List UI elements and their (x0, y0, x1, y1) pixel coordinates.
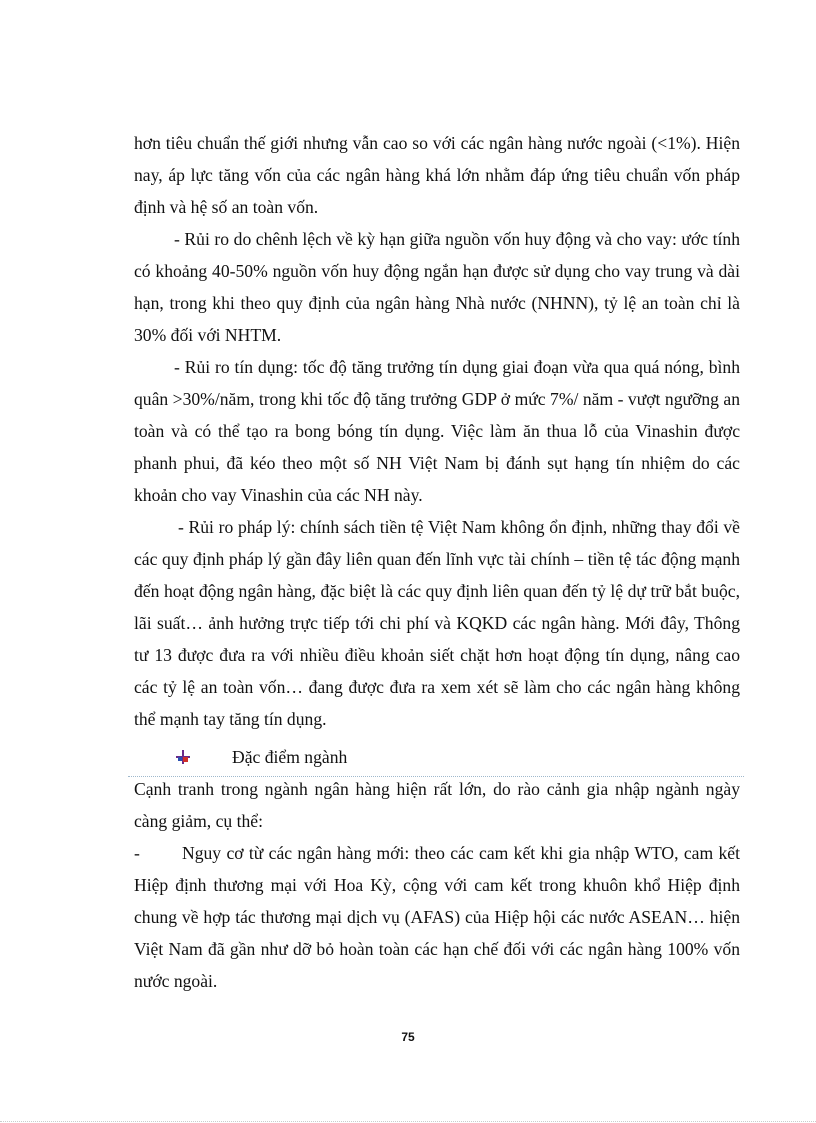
section-heading-text: Đặc điểm ngành (232, 746, 348, 767)
paragraph-term-risk: - Rủi ro do chênh lệch về kỳ hạn giữa nguồn vốn huy động và cho vay: ước tính có khoảng 40-50% nguồn vốn huy động ngắn hạn được sử dụng cho vay trung và dài hạn, trong khi theo quy định của ngân hàng Nhà nước (NHNN), tỷ lệ an toàn chỉ là 30% đối với NHTM. (134, 229, 740, 345)
list-item (134, 837, 740, 997)
section-heading (176, 742, 347, 772)
page-bottom-border (0, 1121, 816, 1122)
page-number: 75 (401, 1030, 415, 1044)
paragraph-continuation: hơn tiêu chuẩn thế giới nhưng vẫn cao so với các ngân hàng nước ngoài (<1%). Hiện nay, áp lực tăng vốn của các ngân hàng khá lớn nhằm đáp ứng tiêu chuẩn vốn pháp định và hệ số an toàn vốn. (134, 133, 740, 217)
paragraph-intro: Cạnh tranh trong ngành ngân hàng hiện rất lớn, do rào cảnh gia nhập ngành ngày càng giảm, cụ thể: (134, 779, 740, 831)
list-marker: - (134, 843, 140, 863)
body-text-upper (134, 127, 740, 735)
paragraph-legal-risk: - Rủi ro pháp lý: chính sách tiền tệ Việt Nam không ổn định, những thay đổi về các quy định pháp lý gần đây liên quan đến lĩnh vực tài chính – tiền tệ tác động mạnh đến hoạt động ngân hàng, đặc biệt là các quy định liên quan đến tỷ lệ dự trữ bắt buộc, lãi suất… ảnh hưởng trực tiếp tới chi phí và KQKD các ngân hàng. Mới đây, Thông tư 13 được đưa ra với nhiều điều khoản siết chặt hơn hoạt động tín dụng, nâng cao các tỷ lệ an toàn vốn… đang được đưa ra xem xét sẽ làm cho các ngân hàng không thể mạnh tay tăng tín dụng. (134, 517, 740, 729)
paragraph-credit-risk: - Rủi ro tín dụng: tốc độ tăng trưởng tín dụng giai đoạn vừa qua quá nóng, bình quân >30%/năm, trong khi tốc độ tăng trưởng GDP ở mức 7%/ năm - vượt ngưỡng an toàn và có thể tạo ra bong bóng tín dụng. Việc làm ăn thua lỗ của Vinashin được phanh phui, đã kéo theo một số NH Việt Nam bị đánh sụt hạng tín nhiệm do các khoản cho vay Vinashin của các NH này. (134, 357, 740, 505)
body-text-lower (134, 773, 740, 997)
list-item-text: Nguy cơ từ các ngân hàng mới: theo các cam kết khi gia nhập WTO, cam kết Hiệp định thương mại với Hoa Kỳ, cộng với cam kết trong khuôn khổ Hiệp định chung về hợp tác thương mại dịch vụ (AFAS) của Hiệp hội các nước ASEAN… hiện Việt Nam đã gần như dỡ bỏ hoàn toàn các hạn chế đối với các ngân hàng 100% vốn nước ngoài. (134, 843, 740, 991)
arrow-cross-bullet-icon (176, 750, 190, 764)
